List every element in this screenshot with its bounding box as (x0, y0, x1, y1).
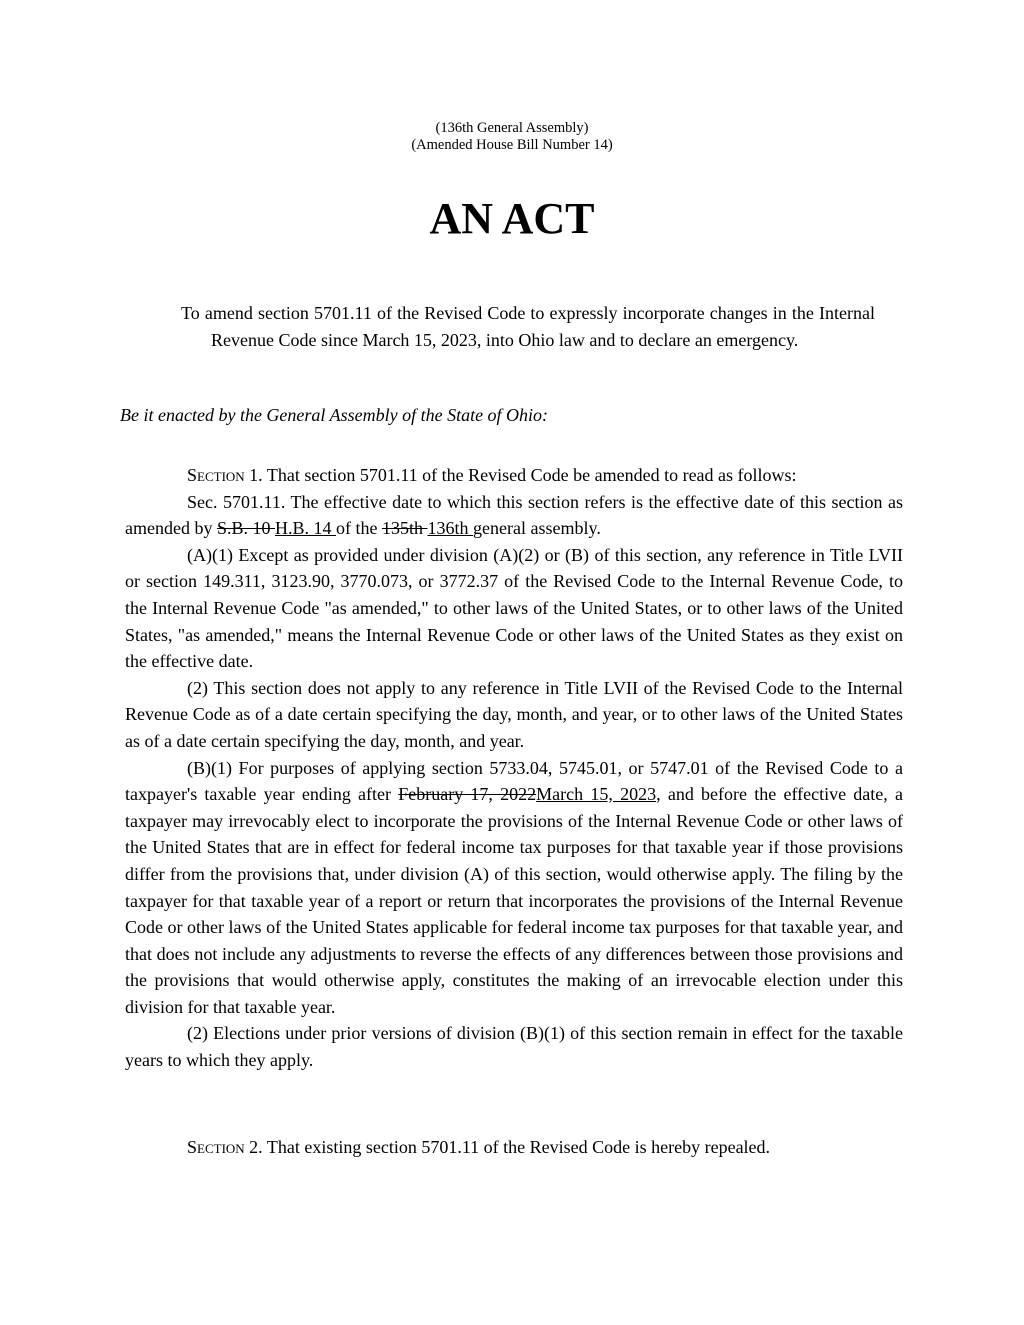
struck-text: 135th (382, 518, 428, 539)
enacting-clause: Be it enacted by the General Assembly of the State of Ohio: (120, 405, 549, 425)
section-2 (187, 1134, 770, 1160)
section-label: Section (187, 1137, 245, 1157)
added-text: March 15, 2023 (536, 784, 657, 805)
sec-intro-text: Sec. 5701.11. The effective date to which this section refers is the effective date of this section as amended by (125, 491, 903, 539)
intro-end-text: general assembly. (473, 518, 601, 539)
purpose-statement: To amend section 5701.11 of the Revised Code to expressly incorporate changes in the Internal Revenue Code since March 15, 2023, into Ohio law and to declare an emergency. (181, 303, 875, 350)
sec-5701-11-intro (125, 489, 903, 542)
section-2-text: 2. That existing section 5701.11 of the Revised Code is hereby repealed. (244, 1137, 771, 1157)
act-title: AN ACT (429, 194, 595, 243)
general-assembly-line: (136th General Assembly) (435, 120, 589, 136)
division-b1-rest: , and before the effective date, a taxpayer may irrevocably elect to incorporate the provisions of the Internal Revenue Code or other laws of the United States that are in effect for federal income tax purposes for that taxable year if those provisions differ from the provisions that, under division (A) of this section, would otherwise apply. The filing by the taxpayer for that taxable year of a report or return that incorporates the provisions of the Internal Revenue Code or other laws of the United States applicable for federal income tax purposes for that taxable year, and that does not include any adjustments to reverse the effects of any differences between those provisions and the provisions that would otherwise apply, constitutes the making of an irrevocable election under this division for that taxable year. (125, 784, 903, 1017)
struck-text: S.B. 10 (216, 518, 275, 539)
section-1-heading (125, 462, 903, 489)
division-b2: (2) Elections under prior versions of division (B)(1) of this section remain in effect for the taxable years to which they apply. (125, 1023, 903, 1071)
struck-text: February 17, 2022 (398, 784, 537, 805)
division-a1: (A)(1) Except as provided under division (A)(2) or (B) of this section, any reference in Title LVII or section 149.311, 3123.90, 3770.073, or 3772.37 of the Revised Code to the Internal Revenue Code, to the Internal Revenue Code "as amended," to other laws of the United States, or to other laws of the United States, "as amended," means the Internal Revenue Code or other laws of the United States as they exist on the effective date. (125, 544, 903, 672)
added-text: 136th (427, 518, 474, 539)
division-b1-start: (B)(1) For purposes of applying section 5733.04, 5745.01, or 5747.01 of the Revised Code to a taxpayer's taxable year ending after (125, 757, 903, 805)
bill-header (0, 120, 1024, 154)
bill-number-line: (Amended House Bill Number 14) (411, 137, 613, 153)
section-1-text: 1. That section 5701.11 of the Revised Code be amended to read as follows: (244, 465, 797, 485)
section-1-body (125, 462, 903, 1074)
division-b1 (125, 755, 903, 1021)
intro-mid-text: of the (336, 518, 382, 539)
division-a2: (2) This section does not apply to any reference in Title LVII of the Revised Code to the Internal Revenue Code as of a date certain specifying the day, month, and year, or to other laws of the United States as of a date certain specifying the day, month, and year. (125, 677, 903, 751)
section-label: Section (187, 465, 245, 485)
added-text: H.B. 14 (275, 518, 337, 539)
